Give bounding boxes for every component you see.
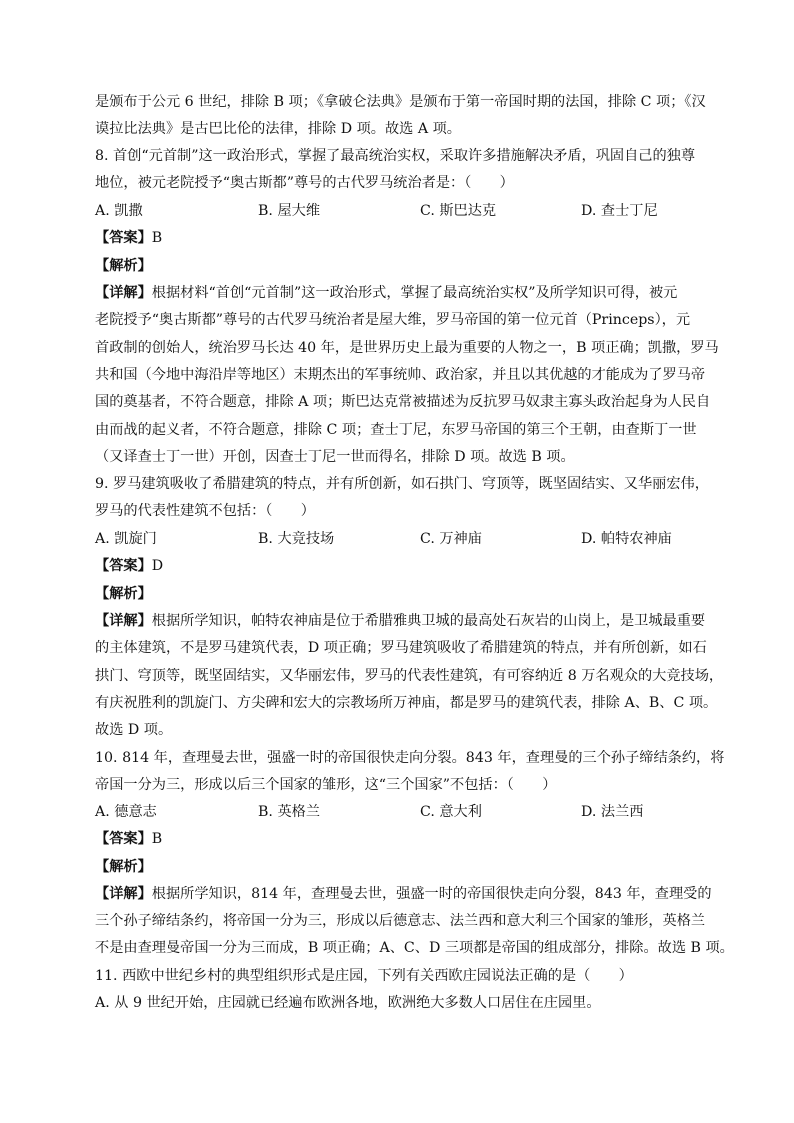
q10-stem-line-1: 10. 814 年，查理曼去世，强盛一时的帝国很快走向分裂。843 年，查理曼的三个孙子缔结条约，将: [95, 750, 725, 766]
q9-detail-tag: 【详解】: [95, 613, 152, 629]
q8-detail-tag: 【详解】: [95, 285, 152, 301]
q9-detail-line-5: 故选 D 项。: [95, 722, 173, 738]
q8-option-b: B. 屋大维: [258, 203, 321, 219]
q10-answer-tag: 【答案】: [95, 831, 152, 847]
q8-detail-line-1: [95, 283, 715, 303]
q9-detail-line-3: 拱门、穹顶等，既坚固结实，又华丽宏伟，罗马的代表性建筑，有可容纳近 8 万名观众的大竞技场，: [95, 668, 724, 684]
q9-stem-line-2: 罗马的代表性建筑不包括：（ ）: [95, 503, 315, 519]
q10-detail-text: 根据所学知识，814 年，查理曼去世，强盛一时的帝国很快走向分裂，843 年，查理受的: [151, 886, 712, 902]
q8-option-a: A. 凯撒: [95, 203, 143, 219]
q8-detail-line-4: 共和国（今地中海沿岸等地区）末期杰出的军事统帅、政治家，并且以其优越的才能成为了罗马帝: [95, 367, 706, 383]
q10-detail-line-2: 三个孙子缔结条约，将帝国一分为三，形成以后德意志、法兰西和意大利三个国家的雏形，英格兰: [95, 913, 706, 929]
q8-detail-line-6: 由而战的起义者，不符合题意，排除 C 项；查士丁尼，东罗马帝国的第三个王朝，由查斯丁一世: [95, 422, 697, 438]
q9-answer: [95, 556, 715, 576]
q10-detail-line-3: 不是由查理曼帝国一分为三而成，B 项正确；A、C、D 三项都是帝国的组成部分，排除。故选 B 项。: [95, 940, 734, 956]
q8-answer-tag: 【答案】: [95, 230, 152, 246]
q8-detail-line-7: （又译查士丁一世）开创，因查士丁尼一世而得名，排除 D 项。故选 B 项。: [95, 449, 575, 465]
q10-option-d: D. 法兰西: [581, 804, 644, 820]
q10-answer: [95, 829, 715, 849]
q9-answer-tag: 【答案】: [95, 558, 152, 574]
q9-option-c: C. 万神庙: [420, 531, 482, 547]
q8-detail-line-2: 老院授予“奥古斯都”尊号的古代罗马统治者是屋大维，罗马帝国的第一位元首（Princeps），元: [95, 312, 691, 328]
q9-option-b: B. 大竞技场: [258, 531, 335, 547]
q9-detail-text: 根据所学知识，帕特农神庙是位于希腊雅典卫城的最高处石灰岩的山岗上，是卫城最重要: [151, 613, 706, 629]
q10-option-a: A. 德意志: [95, 804, 157, 820]
q9-option-a: A. 凯旋门: [95, 531, 157, 547]
q8-stem-line-2: 地位，被元老院授予“奥古斯都”尊号的古代罗马统治者是：（ ）: [95, 175, 514, 191]
q8-answer-value: B: [151, 230, 163, 246]
q8-detail-text: 根据材料“首创“元首制”这一政治形式，掌握了最高统治实权”及所学知识可得，被元: [151, 285, 678, 301]
q10-analysis-tag: 【解析】: [95, 859, 152, 875]
q7-explanation-line-2: 谟拉比法典》是古巴比伦的法律，排除 D 项。故选 A 项。: [95, 121, 461, 137]
q8-detail-line-3: 首政制的创始人，统治罗马长达 40 年，是世界历史上最为重要的人物之一，B 项正确；凯撒，罗马: [95, 340, 719, 356]
q10-detail-line-1: [95, 884, 715, 904]
q8-stem-line-1: 8. 首创“元首制”这一政治形式，掌握了最高统治实权，采取许多措施解决矛盾，巩固自己的独尊: [95, 148, 696, 164]
q8-detail-line-5: 国的奠基者，不符合题意，排除 A 项；斯巴达克常被描述为反抗罗马奴隶主寡头政治起身为人民自: [95, 394, 711, 410]
q10-option-b: B. 英格兰: [258, 804, 321, 820]
q10-stem-line-2: 帝国一分为三，形成以后三个国家的雏形，这“三个国家”不包括：（ ）: [95, 777, 557, 793]
q9-detail-line-4: 有庆祝胜利的凯旋门、方尖碑和宏大的宗教场所万神庙，都是罗马的建筑代表，排除 A、B、C 项。: [95, 695, 718, 711]
q9-detail-line-2: 的主体建筑，不是罗马建筑代表，D 项正确；罗马建筑吸收了希腊建筑的特点，并有所创新，如石: [95, 640, 707, 656]
q9-answer-value: D: [151, 558, 164, 574]
q8-option-c: C. 斯巴达克: [420, 203, 497, 219]
q11-stem: 11. 西欧中世纪乡村的典型组织形式是庄园，下列有关西欧庄园说法正确的是（ ）: [95, 968, 633, 984]
q10-option-c: C. 意大利: [420, 804, 482, 820]
q7-explanation-line-1: 是颁布于公元 6 世纪，排除 B 项；《拿破仑法典》是颁布于第一帝国时期的法国，排除 C 项；《汉: [95, 94, 706, 110]
q8-answer: [95, 228, 715, 248]
q9-detail-line-1: [95, 611, 715, 631]
q8-option-d: D. 查士丁尼: [581, 203, 658, 219]
q9-analysis-tag: 【解析】: [95, 586, 152, 602]
q8-analysis-tag: 【解析】: [95, 258, 152, 274]
q10-answer-value: B: [151, 831, 163, 847]
q10-detail-tag: 【详解】: [95, 886, 152, 902]
q9-option-d: D. 帕特农神庙: [581, 531, 672, 547]
q9-stem-line-1: 9. 罗马建筑吸收了希腊建筑的特点，并有所创新，如石拱门、穹顶等，既坚固结实、又华丽宏伟，: [95, 476, 709, 492]
q11-option-a: A. 从 9 世纪开始，庄园就已经遍布欧洲各地，欧洲绝大多数人口居住在庄园里。: [95, 995, 601, 1011]
